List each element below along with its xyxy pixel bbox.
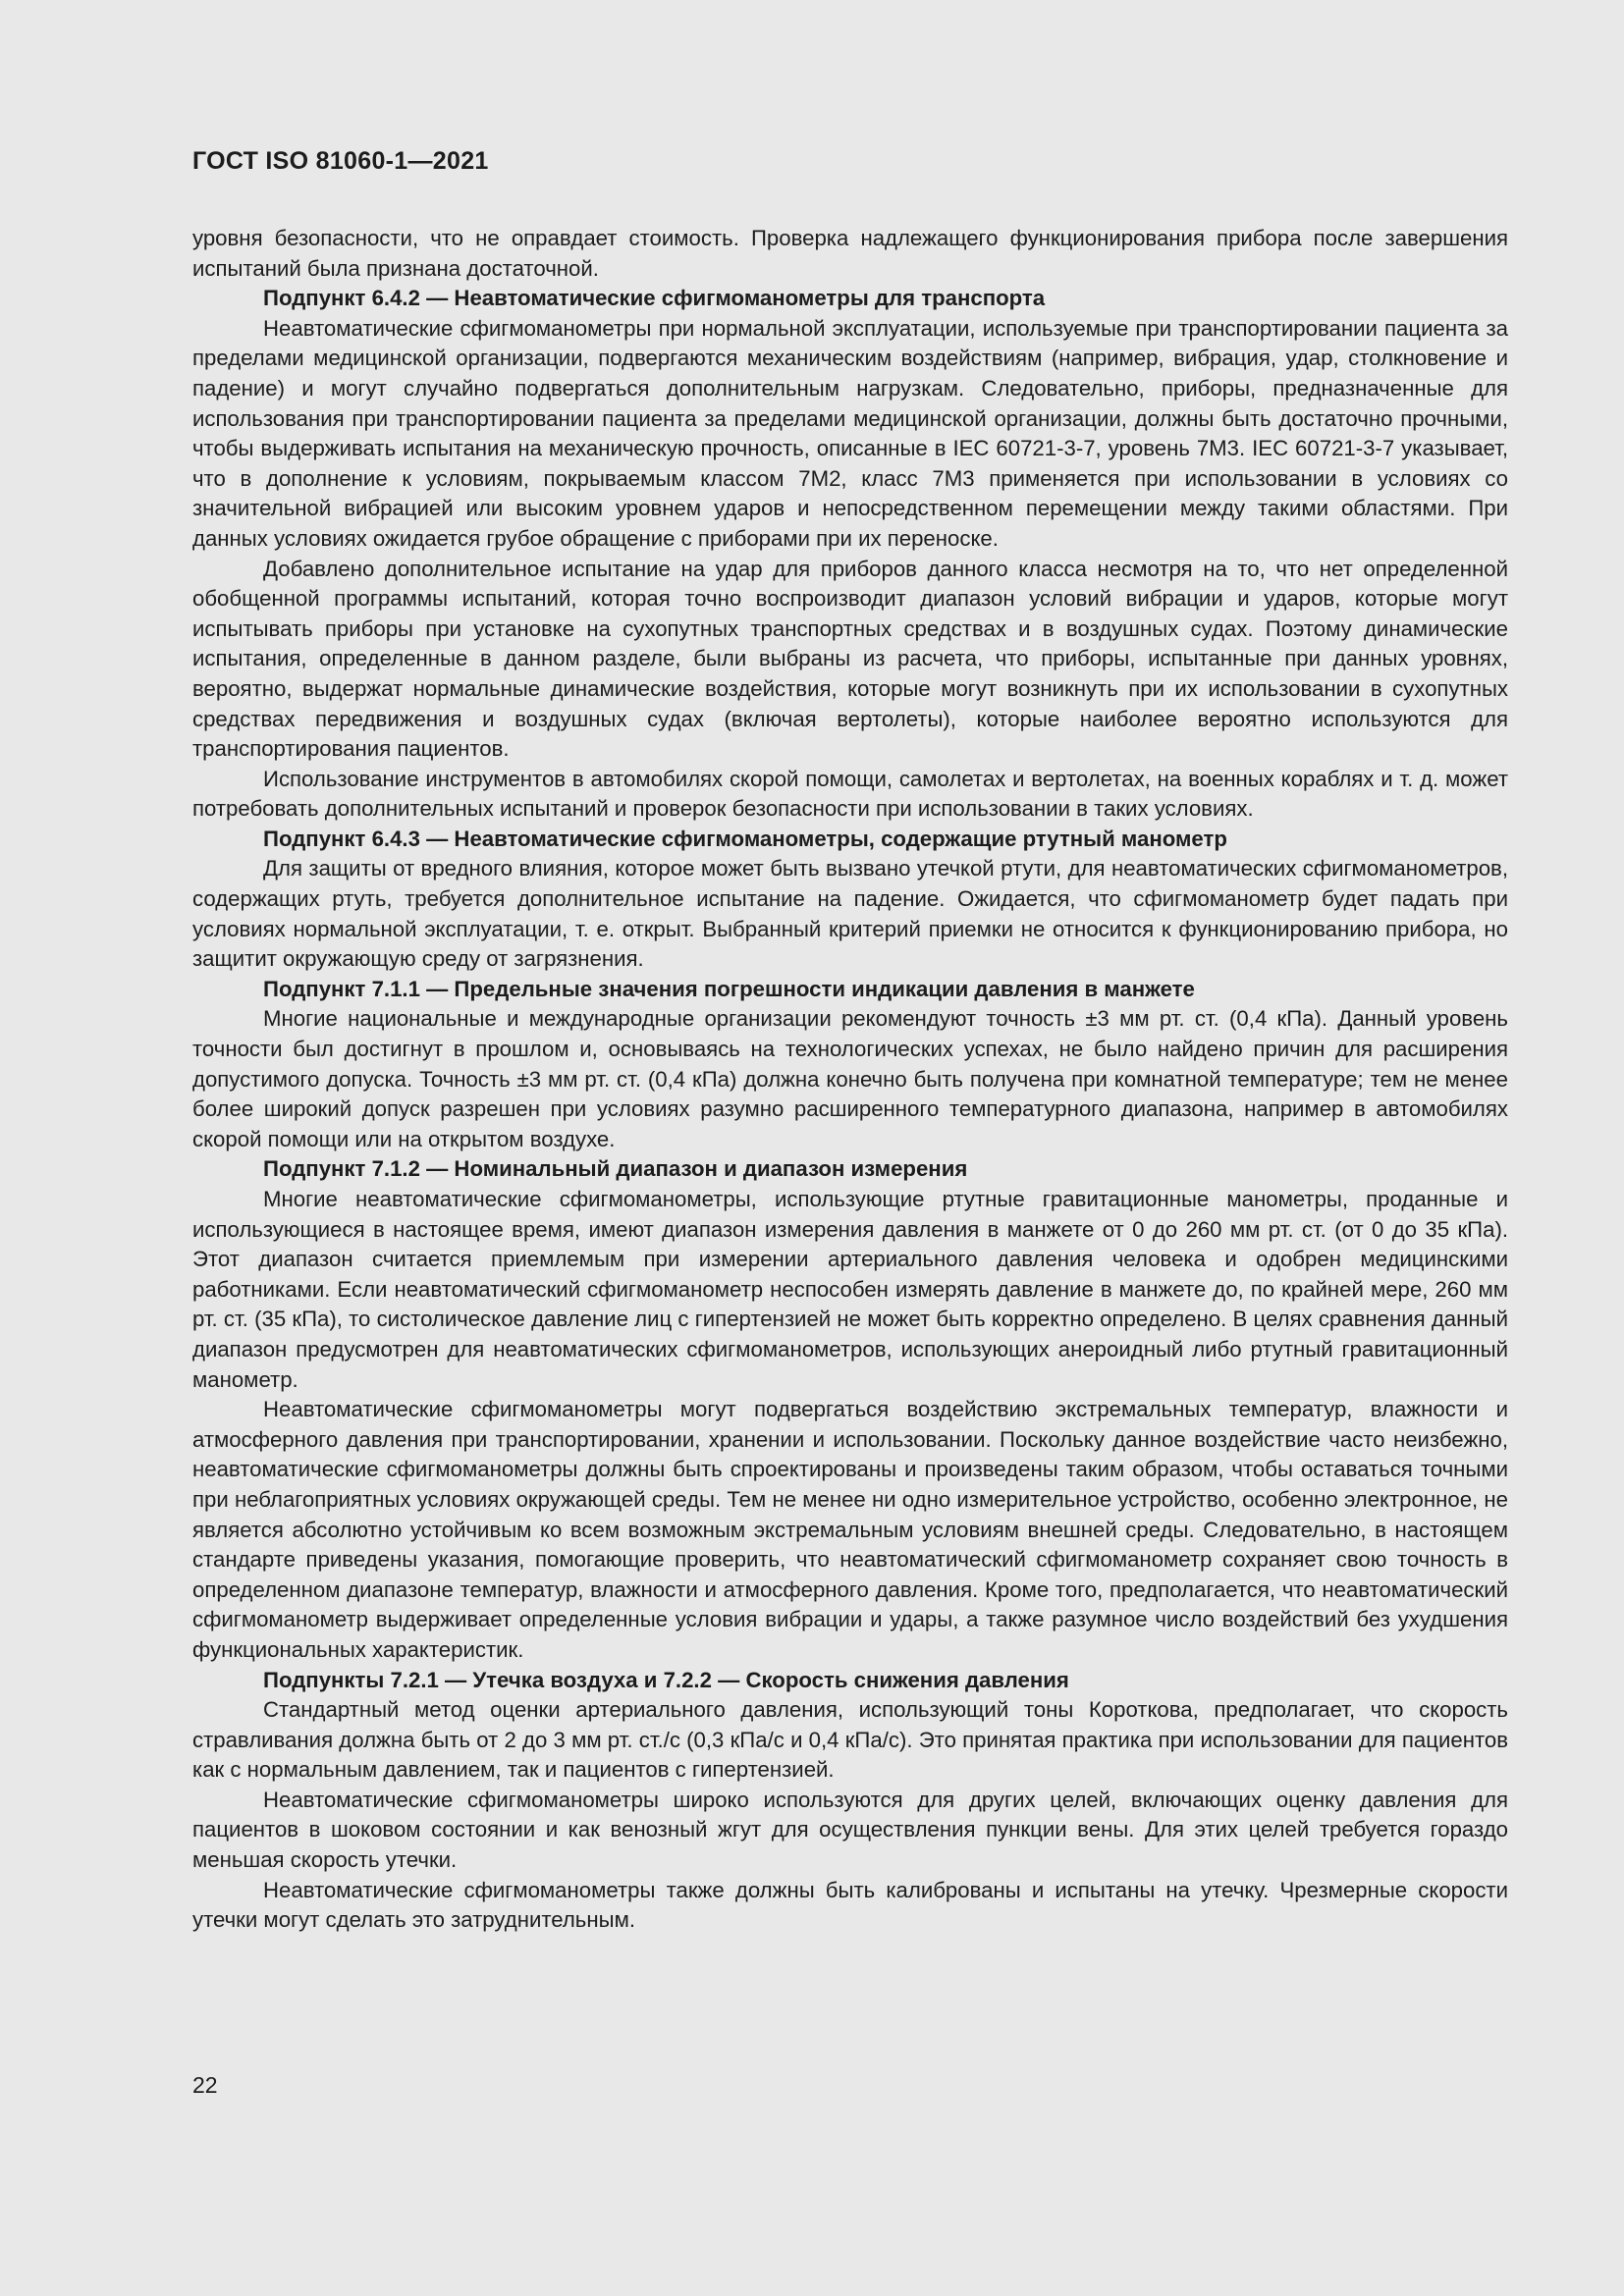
- section-heading: Подпункты 7.2.1 — Утечка воздуха и 7.2.2 — Скорость снижения давления: [263, 1667, 1069, 1692]
- paragraph: Для защиты от вредного влияния, которое может быть вызвано утечкой ртути, для неавтоматических сфигмоманометров, содержащих ртуть, требуется дополнительное испытание на падение. Ожидается, что сфигмоманометр будет падать при условиях нормальной эксплуатации, т. е. открыт. Выбранный критерий приемки не относится к функционированию прибора, но защитит окружающую среду от загрязнения.: [192, 856, 1508, 972]
- paragraph: Использование инструментов в автомобилях скорой помощи, самолетах и вертолетах, на военных кораблях и т. д. может потребовать дополнительных испытаний и проверок безопасности при использовании в таких условиях.: [192, 766, 1508, 822]
- paragraph: Неавтоматические сфигмоманометры могут подвергаться воздействию экстремальных температур, влажности и атмосферного давления при транспортировании, хранении и использовании. Поскольку данное воздействие часто неизбежно, неавтоматические сфигмоманометры должны быть спроектированы и произведены таким образом, чтобы оставаться точными при неблагоприятных условиях окружающей среды. Тем не менее ни одно измерительное устройство, особенно электронное, не является абсолютно устойчивым ко всем возможным экстремальным условиям внешней среды. Следовательно, в настоящем стандарте приведены указания, помогающие проверить, что неавтоматический сфигмоманометр сохраняет свою точность в определенном диапазоне температур, влажности и атмосферного давления. Кроме того, предполагается, что неавтоматический сфигмоманометр выдерживает определенные условия вибрации и удары, а также разумное число воздействий без ухудшения функциональных характеристик.: [192, 1397, 1508, 1662]
- paragraph: уровня безопасности, что не оправдает стоимость. Проверка надлежащего функционирования прибора после завершения испытаний была признана достаточной.: [192, 226, 1508, 281]
- document-header: ГОСТ ISO 81060-1—2021: [192, 147, 489, 175]
- section-heading: Подпункт 7.1.1 — Предельные значения погрешности индикации давления в манжете: [263, 976, 1195, 1001]
- paragraph: Неавтоматические сфигмоманометры при нормальной эксплуатации, используемые при транспортировании пациента за пределами медицинской организации, подвергаются механическим воздействиям (например, вибрация, удар, столкновение и падение) и могут случайно подвергаться дополнительным нагрузкам. Следовательно, приборы, предназначенные для использования при транспортировании пациента за пределами медицинской организации, должны быть достаточно прочными, чтобы выдерживать испытания на механическую прочность, описанные в IEC 60721-3-7, уровень 7М3. IEC 60721-3-7 указывает, что в дополнение к условиям, покрываемым классом 7М2, класс 7М3 применяется при использовании в условиях со значительной вибрацией или высоким уровнем ударов и непосредственном перемещении между такими областями. При данных условиях ожидается грубое обращение с приборами при их переноске.: [192, 315, 1508, 551]
- paragraph: Добавлено дополнительное испытание на удар для приборов данного класса несмотря на то, что нет определенной обобщенной программы испытаний, которая точно воспроизводит диапазон условий вибрации и ударов, которые могут испытывать приборы при установке на сухопутных транспортных средствах и в воздушных судах. Поэтому динамические испытания, определенные в данном разделе, были выбраны из расчета, что приборы, испытанные при данных уровнях, вероятно, выдержат нормальные динамические воздействия, которые могут возникнуть при их использовании в сухопутных средствах передвижения и воздушных судах (включая вертолеты), которые наиболее вероятно используются для транспортирования пациентов.: [192, 556, 1508, 762]
- section-heading: Подпункт 6.4.2 — Неавтоматические сфигмоманометры для транспорта: [263, 286, 1046, 311]
- paragraph: Неавтоматические сфигмоманометры также должны быть калиброваны и испытаны на утечку. Чрезмерные скорости утечки могут сделать это затруднительным.: [192, 1877, 1508, 1933]
- paragraph: Многие национальные и международные организации рекомендуют точность ±3 мм рт. ст. (0,4 кПа). Данный уровень точности был достигнут в прошлом и, основываясь на технологических успехах, не было найдено причин для расширения допустимого допуска. Точность ±3 мм рт. ст. (0,4 кПа) должна конечно быть получена при комнатной температуре; тем не менее более широкий допуск разрешен при условиях разумно расширенного температурного диапазона, например в автомобилях скорой помощи или на открытом воздухе.: [192, 1006, 1508, 1151]
- paragraph: Неавтоматические сфигмоманометры широко используются для других целей, включающих оценку давления для пациентов в шоковом состоянии и как венозный жгут для осуществления пункции вены. Для этих целей требуется гораздо меньшая скорость утечки.: [192, 1787, 1508, 1873]
- paragraph: Стандартный метод оценки артериального давления, использующий тоны Короткова, предполагает, что скорость стравливания должна быть от 2 до 3 мм рт. ст./с (0,3 кПа/с и 0,4 кПа/с). Это принятая практика при использовании для пациентов как с нормальным давлением, так и пациентов с гипертензией.: [192, 1697, 1508, 1783]
- paragraph: Многие неавтоматические сфигмоманометры, использующие ртутные гравитационные манометры, проданные и использующиеся в настоящее время, имеют диапазон измерения давления в манжете от 0 до 260 мм рт. ст. (от 0 до 35 кПа). Этот диапазон считается приемлемым при измерении артериального давления человека и одобрен медицинскими работниками. Если неавтоматический сфигмоманометр неспособен измерять давление в манжете до, по крайней мере, 260 мм рт. ст. (35 кПа), то систолическое давление лиц с гипертензией не может быть корректно определено. В целях сравнения данный диапазон предусмотрен для неавтоматических сфигмоманометров, использующих анероидный либо ртутный гравитационный манометр.: [192, 1187, 1508, 1392]
- page-number: 22: [192, 2072, 218, 2098]
- section-heading: Подпункт 7.1.2 — Номинальный диапазон и диапазон измерения: [263, 1156, 968, 1182]
- document-body: [192, 224, 1508, 1936]
- section-heading: Подпункт 6.4.3 — Неавтоматические сфигмоманометры, содержащие ртутный манометр: [263, 826, 1227, 851]
